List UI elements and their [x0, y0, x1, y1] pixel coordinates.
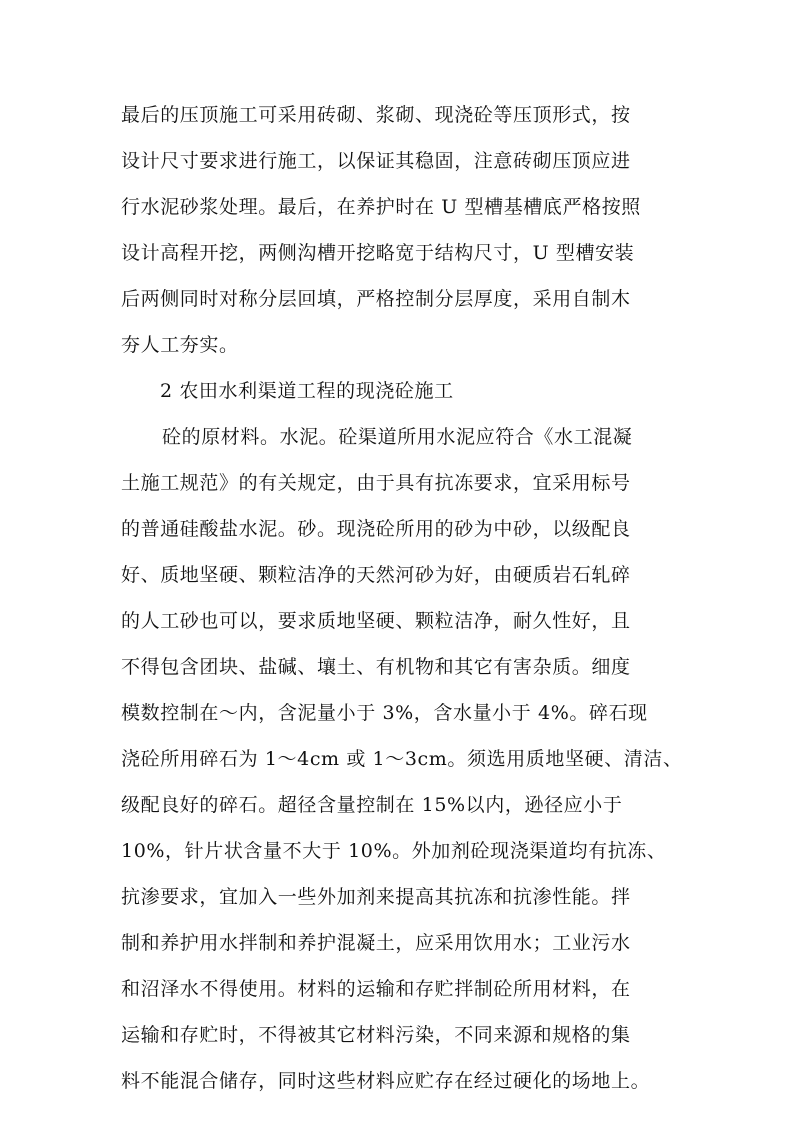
section-heading: 2 农田水利渠道工程的现浇砼施工	[160, 380, 454, 402]
text-line: 行水泥砂浆处理。最后，在养护时在 U 型槽基槽底严格按照	[121, 196, 641, 218]
text-line: 级配良好的碎石。超径含量控制在 15%以内，逊径应小于	[121, 794, 623, 816]
text-line: 模数控制在～内，含泥量小于 3%，含水量小于 4%。碎石现	[121, 702, 648, 724]
text-line: 土施工规范》的有关规定，由于具有抗冻要求，宜采用标号	[121, 472, 631, 494]
text-line: 好、质地坚硬、颗粒洁净的天然河砂为好，由硬质岩石轧碎	[121, 564, 631, 586]
text-line: 设计高程开挖，两侧沟槽开挖略宽于结构尺寸，U 型槽安装	[121, 242, 635, 264]
text-line: 料不能混合储存，同时这些材料应贮存在经过硬化的场地上。	[121, 1070, 651, 1092]
text-line: 砼的原材料。水泥。砼渠道所用水泥应符合《水工混凝	[162, 426, 633, 448]
text-line: 最后的压顶施工可采用砖砌、浆砌、现浇砼等压顶形式，按	[121, 104, 631, 126]
text-line: 设计尺寸要求进行施工，以保证其稳固，注意砖砌压顶应进	[121, 150, 631, 172]
text-line: 后两侧同时对称分层回填，严格控制分层厚度，采用自制木	[121, 288, 631, 310]
text-line: 运输和存贮时，不得被其它材料污染，不同来源和规格的集	[121, 1024, 631, 1046]
text-line: 夯人工夯实。	[121, 334, 239, 356]
text-line: 的人工砂也可以，要求质地坚硬、颗粒洁净，耐久性好，且	[121, 610, 631, 632]
text-line: 制和养护用水拌制和养护混凝土，应采用饮用水；工业污水	[121, 932, 631, 954]
text-line: 抗渗要求，宜加入一些外加剂来提高其抗冻和抗渗性能。拌	[121, 886, 631, 908]
text-line: 的普通硅酸盐水泥。砂。现浇砼所用的砂为中砂，以级配良	[121, 518, 631, 540]
text-line: 不得包含团块、盐碱、壤土、有机物和其它有害杂质。细度	[121, 656, 631, 678]
text-line: 浇砼所用碎石为 1～4cm 或 1～3cm。须选用质地坚硬、清洁、	[121, 748, 683, 770]
text-line: 和沼泽水不得使用。材料的运输和存贮拌制砼所用材料，在	[121, 978, 631, 1000]
text-line: 10%，针片状含量不大于 10%。外加剂砼现浇渠道均有抗冻、	[121, 840, 667, 862]
